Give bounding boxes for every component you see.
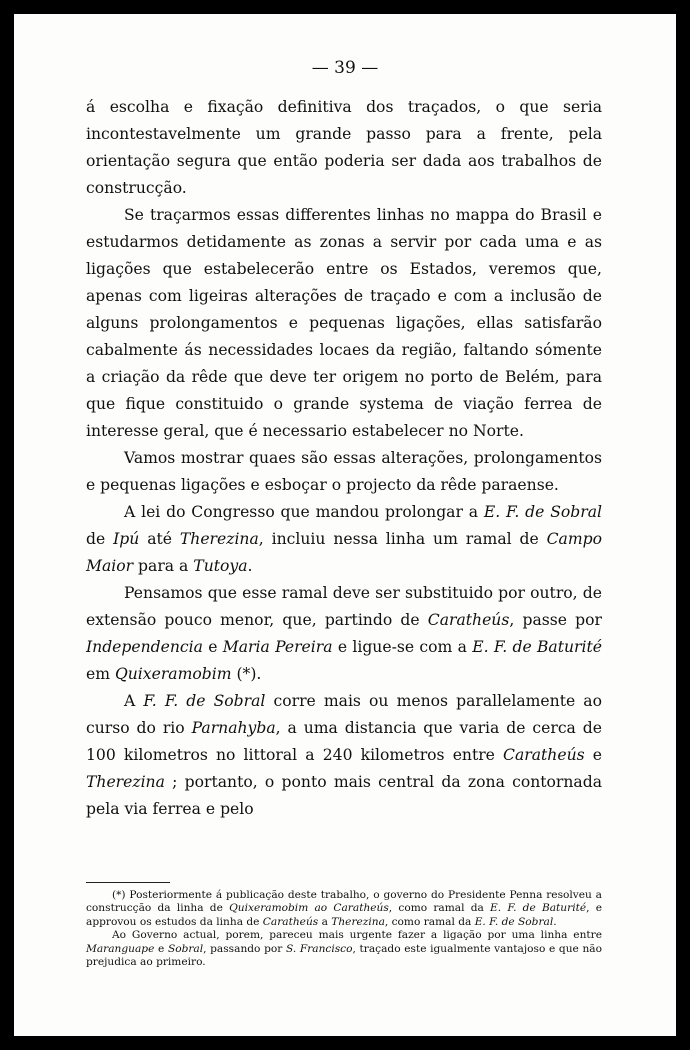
italic-term: Therezina [331,915,385,928]
footnote: Ao Governo actual, porem, pareceu mais urgente fazer a ligação por uma linha entre Maranguape e Sobral, passando por S. Francisco, traçado este igualmente vantajoso e que não prejudica ao primeiro. [86,929,602,969]
main-text [86,94,602,823]
italic-term: Caratheús [262,915,319,928]
italic-term: E. F. de Baturité [490,902,587,915]
italic-term: Ipú [113,530,140,548]
italic-term: Campo Maior [86,530,602,575]
paragraph: A F. F. de Sobral corre mais ou menos parallelamente ao curso do rio Parnahyba, a uma distancia que varia de cerca de 100 kilometros no littoral a 240 kilometros entre Caratheús e Therezina ; portanto, o ponto mais central da zona contornada pela via ferrea e pelo [86,692,602,818]
italic-term: E. F. de Sobral [483,503,602,521]
italic-term: Independencia [86,638,203,656]
italic-term: Parnahyba [191,719,276,737]
page-number: — 39 — [311,58,379,78]
footnote-separator [86,882,170,883]
italic-term: Maria Pereira [222,638,333,656]
italic-term: Caratheús [427,611,510,629]
italic-term: Caratheús [503,746,585,764]
paragraph: Vamos mostrar quaes são essas alterações, prolongamentos e pequenas ligações e esboçar o projecto da rêde paraense. [86,449,602,494]
paragraph: Pensamos que esse ramal deve ser substituido por outro, de extensão pouco menor, que, partindo de Caratheús, passe por Independencia e Maria Pereira e ligue-se com a E. F. de Baturité em Quixeramobim (*). [86,584,602,683]
paragraph: Se traçarmos essas differentes linhas no mappa do Brasil e estudarmos detidamente as zonas a servir por cada uma e as ligações que estabelecerão entre os Estados, veremos que, apenas com ligeiras alterações de traçado e com a inclusão de alguns prolongamentos e pequenas ligações, ellas satisfarão cabalmente ás necessidades locaes da região, faltando sómente a criação da rêde que deve ter origem no porto de Belém, para que fique constituido o grande systema de viação ferrea de interesse geral, que é necessario estabelecer no Norte. [86,206,602,440]
footnotes [86,889,602,969]
paragraph: A lei do Congresso que mandou prolongar a E. F. de Sobral de Ipú até Therezina, incluiu nessa linha um ramal de Campo Maior para a Tutoya. [86,503,602,575]
italic-term: S. Francisco [285,942,353,955]
italic-term: Quixeramobim ao Caratheús [229,902,389,915]
italic-term: Quixeramobim [114,665,232,683]
italic-term: E. F. de Baturité [472,638,602,656]
italic-term: E. F. de Sobral [474,915,554,928]
paragraph: á escolha e fixação definitiva dos traçados, o que seria incontestavelmente um grande passo para a frente, pela orientação segura que então poderia ser dada aos trabalhos de construcção. [86,98,602,197]
italic-term: Maranguape [86,942,155,955]
footnote: (*) Posteriormente á publicação deste trabalho, o governo do Presidente Penna resolveu a construcção da linha de Quixeramobim ao Caratheús, como ramal da E. F. de Baturité, e approvou os estudos da linha de Caratheús a Therezina, como ramal da E. F. de Sobral. [86,889,602,928]
book-page [14,14,676,1036]
italic-term: Tutoya [193,557,248,575]
italic-term: Sobral [167,942,204,955]
italic-term: Therezina [179,530,259,548]
italic-term: Therezina [86,773,165,791]
italic-term: F. F. de Sobral [143,692,266,710]
